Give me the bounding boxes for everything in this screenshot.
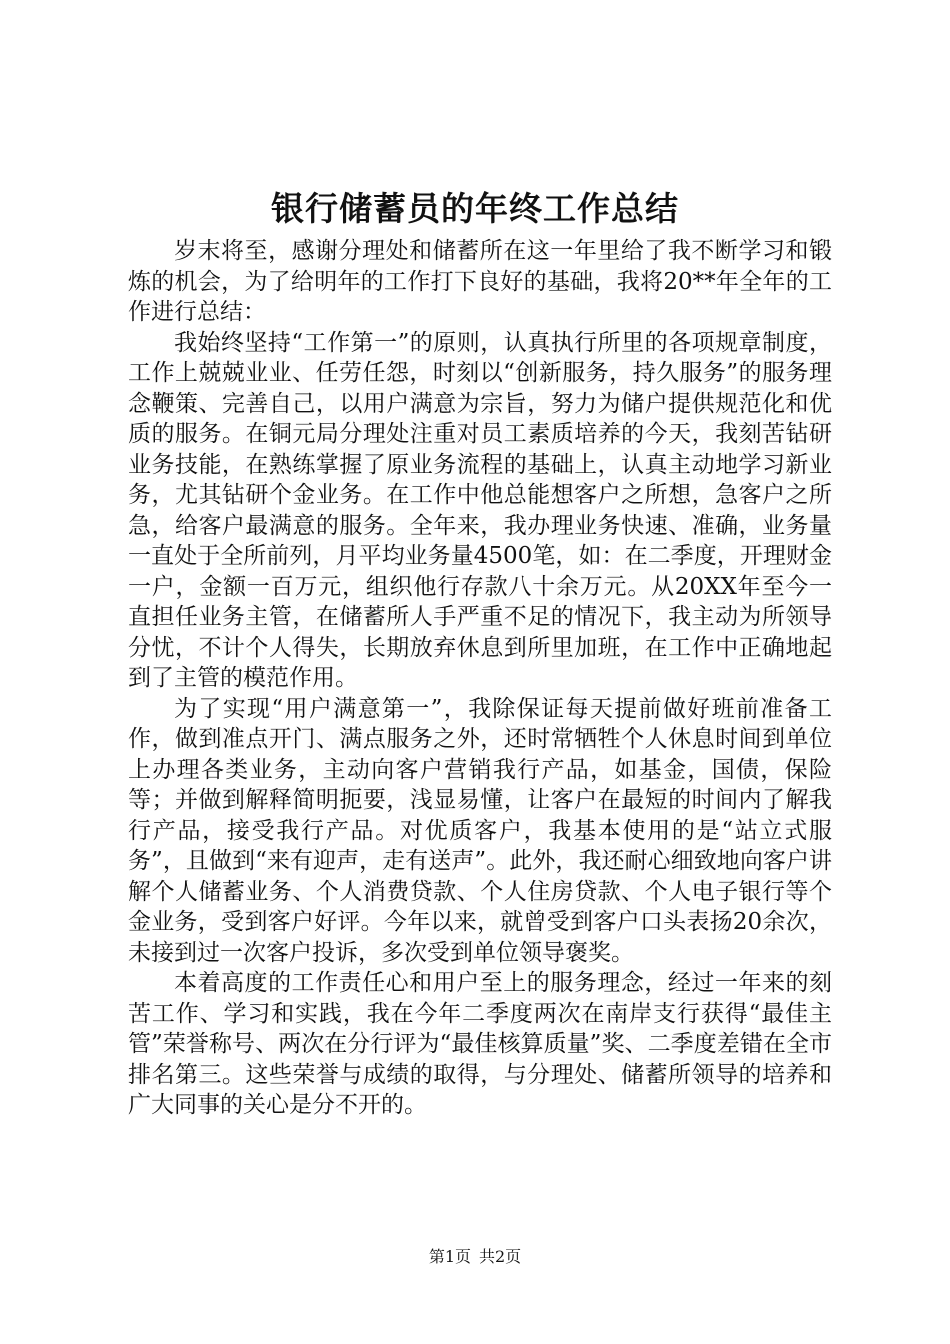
page-number-total: 共2页 xyxy=(479,1247,522,1266)
page-number-current: 第1页 xyxy=(428,1247,471,1266)
paragraph-intro: 岁末将至，感谢分理处和储蓄所在这一年里给了我不断学习和锻炼的机会，为了给明年的工作打下良好的基础，我将20**年全年的工作进行总结： xyxy=(128,238,832,325)
page-footer xyxy=(0,1246,950,1268)
document-title: 银行储蓄员的年终工作总结 xyxy=(271,189,679,228)
paragraph-honors: 本着高度的工作责任心和用户至上的服务理念，经过一年来的刻苦工作、学习和实践，我在今年二季度两次在南岸支行获得“最佳主管”荣誉称号、两次在分行评为“最佳核算质量”奖、二季度差错在全市排名第三。这些荣誉与成绩的取得，与分理处、储蓄所领导的培养和广大同事的关心是分不开的。 xyxy=(128,970,832,1118)
paragraph-customer-service: 为了实现“用户满意第一”，我除保证每天提前做好班前准备工作，做到准点开门、满点服务之外，还时常牺牲个人休息时间到单位上办理各类业务，主动向客户营销我行产品，如基金，国债，保险等；并做到解释简明扼要，浅显易懂，让客户在最短的时间内了解我行产品，接受我行产品。对优质客户，我基本使用的是“站立式服务”，且做到“来有迎声，走有送声”。此外，我还耐心细致地向客户讲解个人储蓄业务、个人消费贷款、个人住房贷款、个人电子银行等个金业务，受到客户好评。今年以来，就曾受到客户口头表扬20余次，未接到过一次客户投诉，多次受到单位领导褒奖。 xyxy=(128,695,832,966)
paragraph-work-principle: 我始终坚持“工作第一”的原则，认真执行所里的各项规章制度，工作上兢兢业业、任劳任怨，时刻以“创新服务，持久服务”的服务理念鞭策、完善自己，以用户满意为宗旨，努力为储户提供规范化和优质的服务。在铜元局分理处注重对员工素质培养的今天，我刻苦钻研业务技能，在熟练掌握了原业务流程的基础上，认真主动地学习新业务，尤其钻研个金业务。在工作中他总能想客户之所想，急客户之所急，给客户最满意的服务。全年来，我办理业务快速、准确，业务量一直处于全所前列，月平均业务量4500笔，如：在二季度，开理财金一户，金额一百万元，组织他行存款八十余万元。从20XX年至今一直担任业务主管，在储蓄所人手严重不足的情况下，我主动为所领导分忧，不计个人得失，长期放弃休息到所里加班，在工作中正确地起到了主管的模范作用。 xyxy=(128,329,832,691)
document-body xyxy=(128,236,832,1121)
